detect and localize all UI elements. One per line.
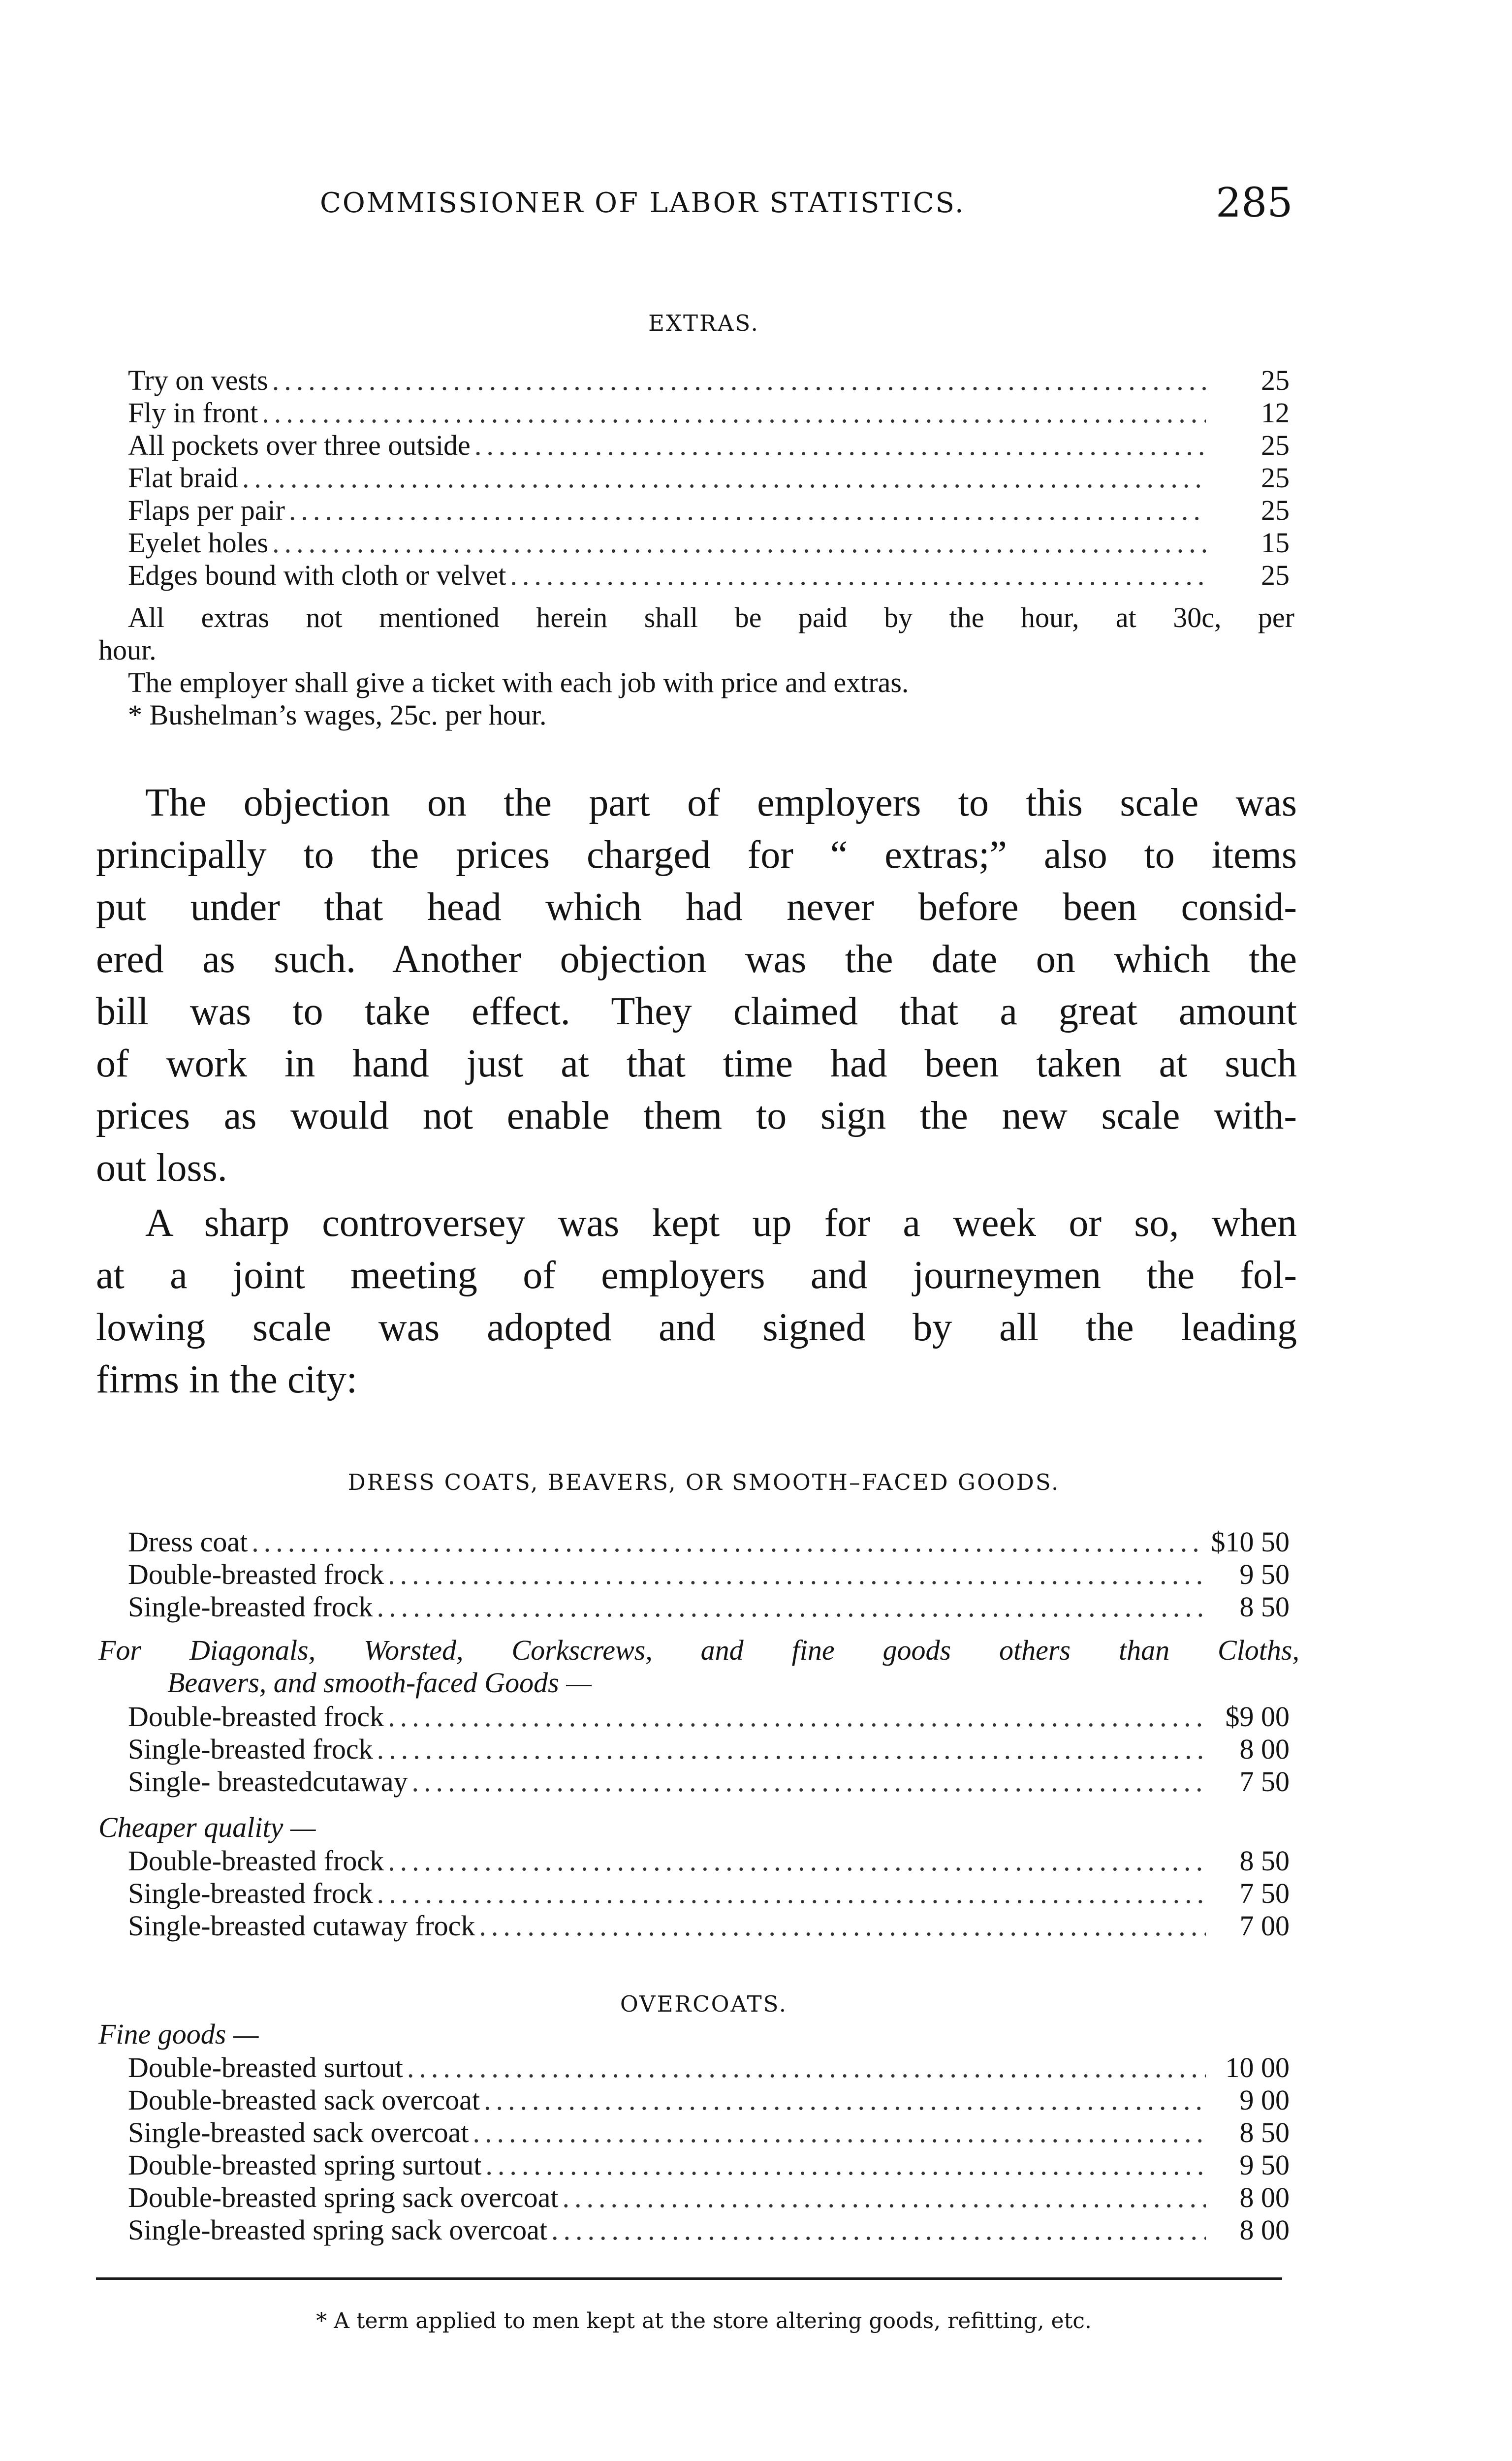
- text-line: out loss.: [96, 1146, 227, 1190]
- item-label: Double-breasted surtout: [128, 2051, 403, 2083]
- item-label: Edges bound with cloth or velvet: [128, 559, 506, 591]
- extras-price-list: [128, 364, 1290, 592]
- item-label: Single-breasted frock: [128, 1733, 373, 1765]
- item-price: 8 50: [1239, 2116, 1290, 2148]
- item-price: $9 00: [1225, 1701, 1290, 1733]
- footnote-rule: [96, 2277, 1282, 2280]
- price-row: [128, 1733, 1290, 1766]
- text-line: of work in hand just at that time had been taken at such: [96, 1042, 1297, 1085]
- price-row: [128, 1591, 1290, 1623]
- item-label: Single-breasted frock: [128, 1591, 373, 1623]
- dress-coats-heading: DRESS COATS, BEAVERS, OR SMOOTH–FACED GOODS.: [347, 1469, 1060, 1495]
- price-row: [128, 1558, 1290, 1591]
- text-line: A sharp controversey was kept up for a week or so, when: [145, 1201, 1297, 1245]
- price-row: [128, 429, 1290, 462]
- item-price: 25: [1261, 559, 1290, 591]
- item-price: 25: [1261, 494, 1290, 526]
- item-price: 7 50: [1239, 1766, 1290, 1798]
- item-price: 7 00: [1239, 1910, 1290, 1942]
- item-label: Double-breasted spring sack overcoat: [128, 2181, 559, 2213]
- item-label: Single-breasted frock: [128, 1877, 373, 1909]
- text-line: principally to the prices charged for “ extras;” also to items: [96, 833, 1297, 877]
- item-label: Single- breastedcutaway: [128, 1766, 408, 1798]
- text-line: put under that head which had never before been consid-: [96, 885, 1297, 929]
- price-row: [128, 1701, 1290, 1733]
- price-row: [128, 397, 1290, 429]
- item-label: Fly in front: [128, 397, 258, 429]
- extras-note-hourly-cont: hour.: [98, 634, 157, 666]
- extras-notes: [98, 601, 1294, 734]
- price-row: [128, 1910, 1290, 1942]
- item-price: 8 00: [1239, 2181, 1290, 2213]
- price-row: [128, 2051, 1290, 2084]
- text-line: firms in the city:: [96, 1358, 358, 1401]
- diagonals-heading-line: Beavers, and smooth-faced Goods —: [167, 1667, 592, 1699]
- extras-note-ticket: The employer shall give a ticket with each job with price and extras.: [128, 666, 909, 698]
- item-label: Try on vests: [128, 364, 268, 396]
- price-row: [128, 1877, 1290, 1910]
- text-line: at a joint meeting of employers and journeymen the fol-: [96, 1254, 1297, 1297]
- item-label: Double-breasted frock: [128, 1701, 384, 1733]
- item-label: Flaps per pair: [128, 494, 285, 526]
- text-line: prices as would not enable them to sign the new scale with-: [96, 1094, 1297, 1137]
- item-label: Single-breasted spring sack overcoat: [128, 2214, 547, 2246]
- item-price: 8 50: [1239, 1845, 1290, 1877]
- price-row: [128, 494, 1290, 527]
- page-number: 285: [1216, 180, 1293, 226]
- cheaper-quality-price-list: [128, 1845, 1290, 1942]
- price-row: [128, 2214, 1290, 2246]
- item-price: 7 50: [1239, 1877, 1290, 1909]
- item-price: 8 00: [1239, 1733, 1290, 1765]
- item-label: Double-breasted frock: [128, 1845, 384, 1877]
- diagonals-price-list: [128, 1701, 1290, 1798]
- item-price: 12: [1261, 397, 1290, 429]
- item-price: 10 00: [1225, 2051, 1290, 2083]
- text-line: The objection on the part of employers to this scale was: [145, 781, 1297, 824]
- item-label: All pockets over three outside: [128, 429, 471, 461]
- item-label: Flat braid: [128, 462, 238, 494]
- item-price: 15: [1261, 527, 1290, 559]
- item-label: Double-breasted spring surtout: [128, 2149, 482, 2181]
- footnote: * A term applied to men kept at the store altering goods, refitting, etc.: [316, 2308, 1092, 2334]
- diagonals-heading-line: For Diagonals, Worsted, Corkscrews, and fine goods others than Cloths,: [98, 1634, 1299, 1666]
- item-label: Single-breasted cutaway frock: [128, 1910, 475, 1942]
- body-paragraph-controversy: [96, 1197, 1297, 1406]
- price-row: [128, 364, 1290, 397]
- item-label: Dress coat: [128, 1526, 248, 1558]
- extras-note-bushelman: * Bushelman’s wages, 25c. per hour.: [128, 699, 547, 731]
- extras-note-hourly: All extras not mentioned herein shall be paid by the hour, at 30c, per: [128, 601, 1294, 633]
- item-price: $10 50: [1211, 1526, 1290, 1558]
- cheaper-quality-heading: Cheaper quality —: [98, 1811, 316, 1843]
- price-row: [128, 2084, 1290, 2116]
- extras-heading: EXTRAS.: [648, 310, 759, 336]
- price-row: [128, 1845, 1290, 1877]
- price-row: [128, 462, 1290, 494]
- running-title: COMMISSIONER OF LABOR STATISTICS.: [320, 187, 965, 219]
- price-row: [128, 527, 1290, 559]
- price-row: [128, 559, 1290, 592]
- item-price: 9 00: [1239, 2084, 1290, 2116]
- item-price: 8 50: [1239, 1591, 1290, 1623]
- price-row: [128, 1766, 1290, 1798]
- item-price: 9 50: [1239, 1558, 1290, 1590]
- item-price: 8 00: [1239, 2214, 1290, 2246]
- text-line: bill was to take effect. They claimed that a great amount: [96, 990, 1297, 1033]
- item-label: Double-breasted frock: [128, 1558, 384, 1590]
- overcoats-price-list: [128, 2051, 1290, 2246]
- item-price: 25: [1261, 364, 1290, 396]
- item-label: Eyelet holes: [128, 527, 269, 559]
- item-price: 25: [1261, 462, 1290, 494]
- price-row: [128, 1526, 1290, 1558]
- price-row: [128, 2149, 1290, 2181]
- item-label: Single-breasted sack overcoat: [128, 2116, 469, 2148]
- text-line: ered as such. Another objection was the date on which the: [96, 938, 1297, 981]
- diagonals-heading: [98, 1634, 1299, 1699]
- body-paragraph-objection: [96, 777, 1297, 1194]
- item-price: 9 50: [1239, 2149, 1290, 2181]
- price-row: [128, 2181, 1290, 2214]
- text-line: lowing scale was adopted and signed by all the leading: [96, 1306, 1297, 1349]
- item-label: Double-breasted sack overcoat: [128, 2084, 480, 2116]
- overcoats-heading: OVERCOATS.: [620, 1991, 788, 2017]
- dress-coats-price-list: [128, 1526, 1290, 1623]
- price-row: [128, 2116, 1290, 2149]
- fine-goods-heading: Fine goods —: [98, 2018, 259, 2050]
- item-price: 25: [1261, 429, 1290, 461]
